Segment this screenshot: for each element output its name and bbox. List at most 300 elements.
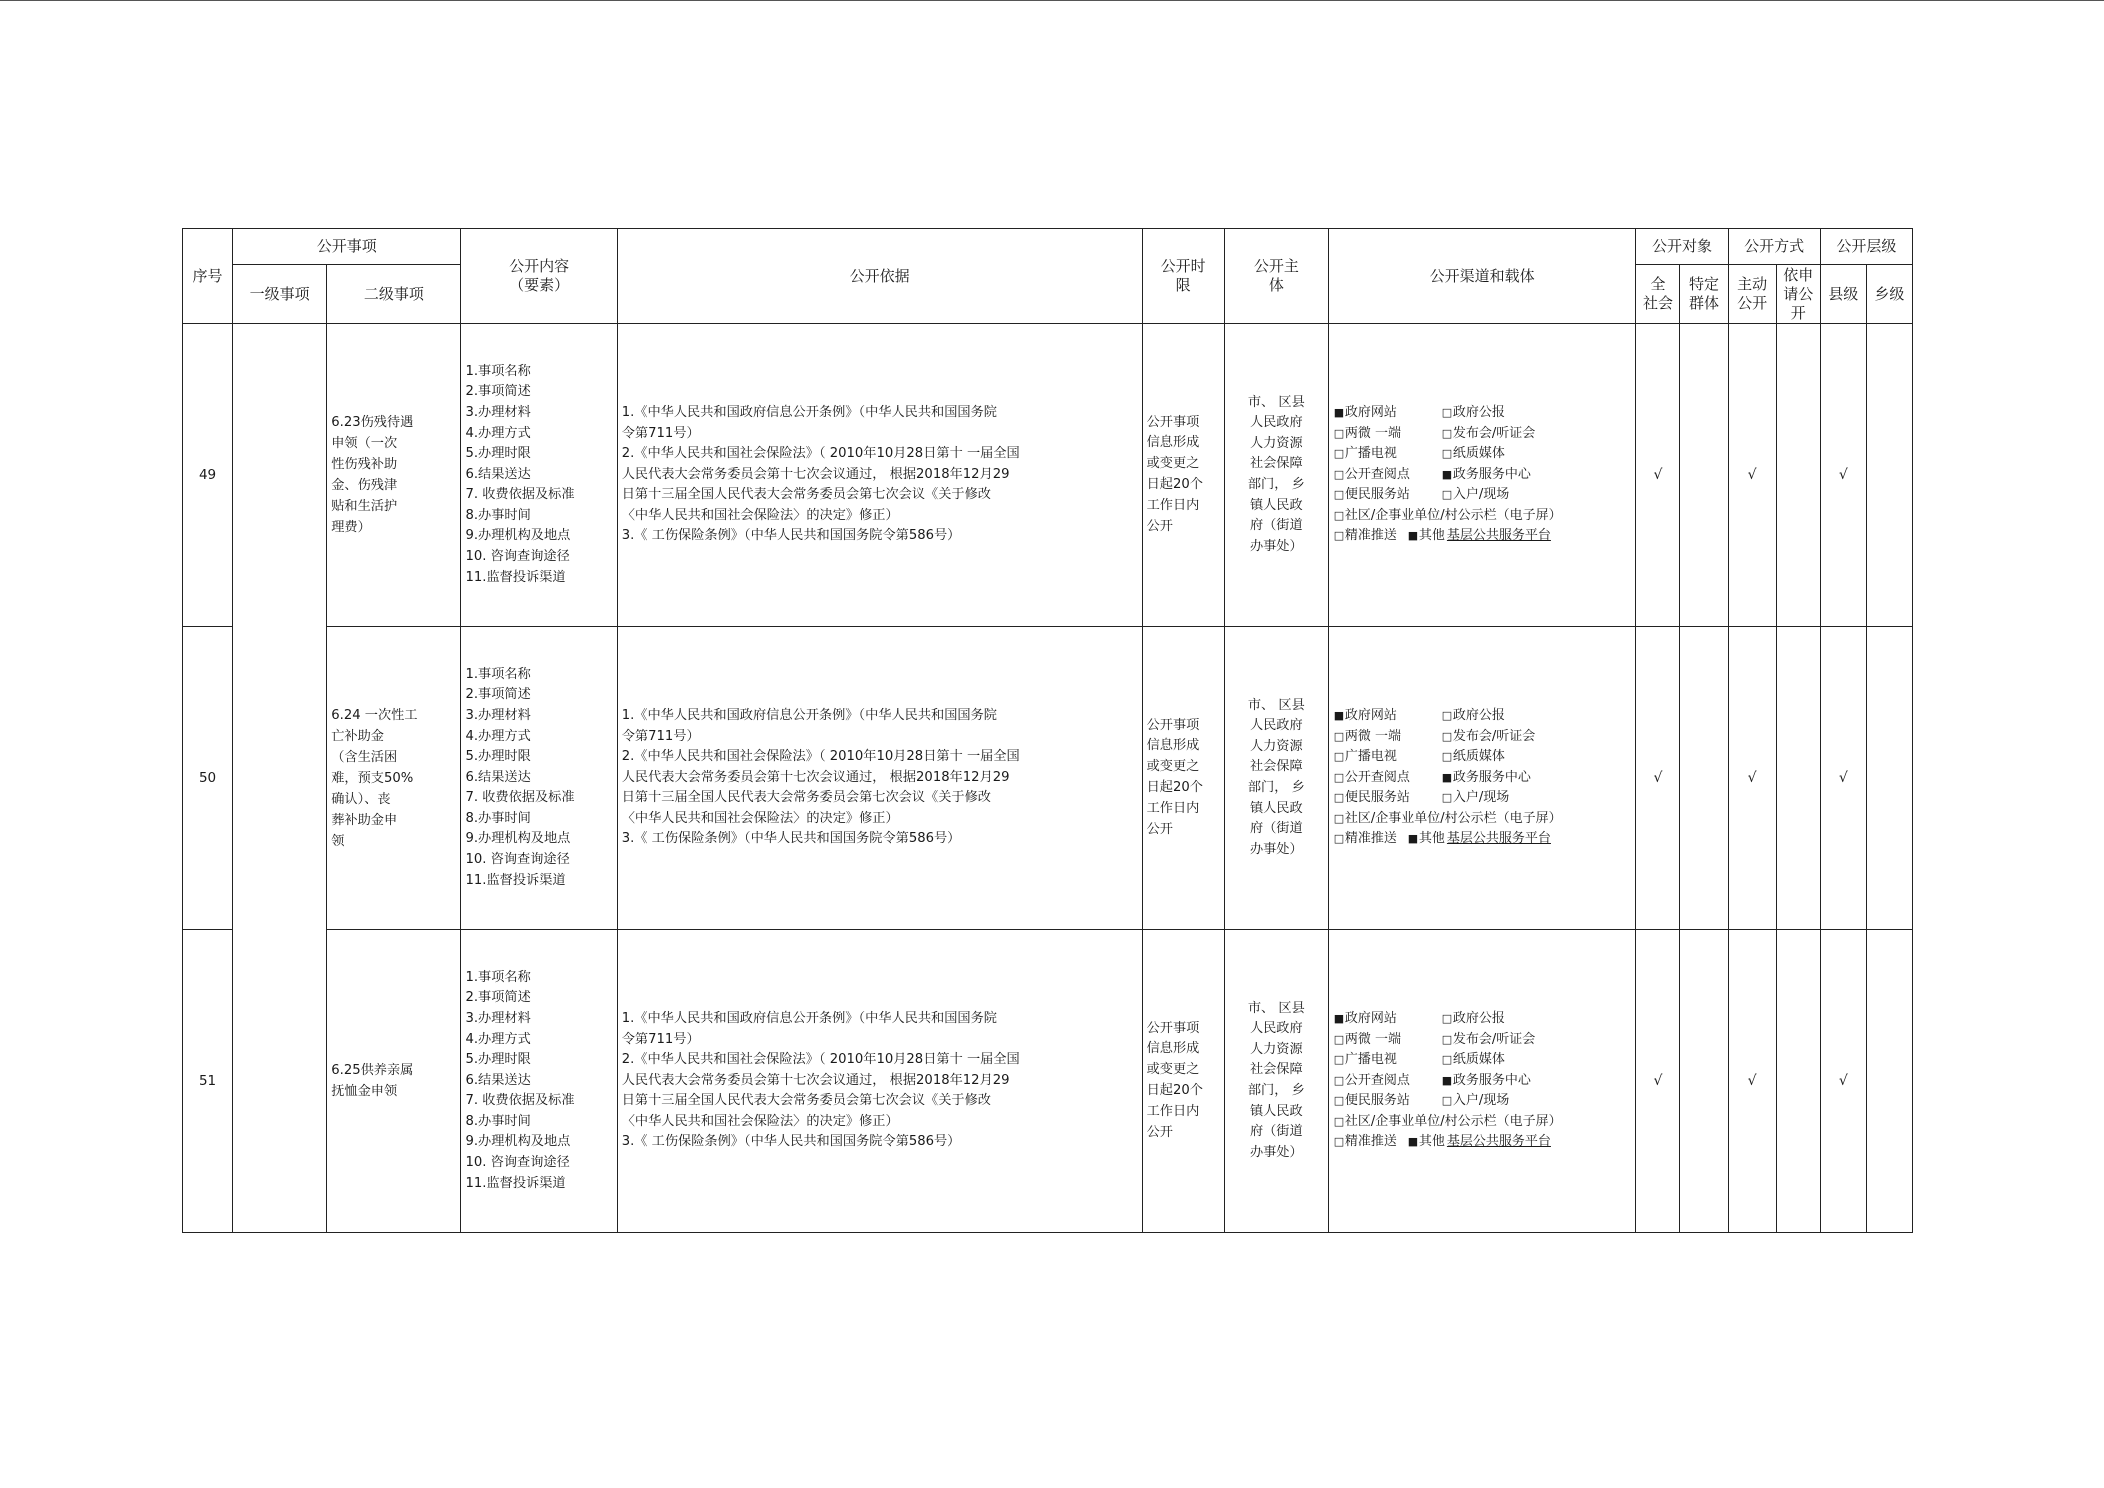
mode-active-cell: √ [1728, 930, 1776, 1233]
text-line: 1.《中华人民共和国政府信息公开条例》（中华人民共和国国务院 [621, 404, 997, 420]
text-line: 贴和生活护 [331, 499, 398, 514]
text-line: 令第711号） [621, 425, 700, 441]
text-line: 人民代表大会常务委员会第十七次会议通过， 根据2018年12月29 [621, 1072, 1010, 1088]
checked-box-icon: ■ [1333, 405, 1345, 419]
mode-active-cell: √ [1728, 324, 1776, 627]
text-line: 4.办理方式 [465, 728, 531, 744]
unchecked-box-icon: □ [1333, 529, 1345, 543]
table-row [183, 324, 1913, 627]
channel-line [1333, 768, 1632, 789]
text-line: 镇人民政 [1249, 800, 1303, 816]
unchecked-box-icon: □ [1333, 729, 1345, 743]
channel-label: 两微 一端 [1344, 1031, 1402, 1047]
channel-option [1333, 729, 1401, 744]
checked-box-icon: ■ [1441, 770, 1453, 784]
level2-text [331, 705, 452, 852]
subject-cell [1224, 930, 1328, 1233]
channel-option [1333, 487, 1410, 502]
channel-line [1333, 809, 1632, 830]
text-line: 部门， 乡 [1247, 1083, 1305, 1098]
content-cell [461, 324, 617, 627]
text-line: 人民政府 [1249, 1021, 1303, 1037]
text-line: 9.办理机构及地点 [465, 528, 571, 544]
checked-box-icon: ■ [1333, 1011, 1345, 1025]
text-line: （要素） [509, 276, 570, 294]
text-line: 2.《中华人民共和国社会保险法》（ 2010年10月28日第十 一届全国 [621, 446, 1020, 462]
text-line: 办事处） [1249, 538, 1303, 554]
text-line: 日第十三届全国人民代表大会常务委员会第七次会议《关于修改 [621, 487, 991, 503]
level-county-cell: √ [1820, 627, 1866, 930]
text-line: 2.事项简述 [465, 990, 531, 1006]
text-line: 3.办理材料 [465, 404, 531, 420]
channel-option [1333, 1052, 1397, 1067]
text-line: 特定 [1689, 275, 1720, 293]
channel-line [1333, 403, 1632, 424]
text-line: 8.办事时间 [465, 1113, 531, 1129]
text-line: 工作日内 [1146, 800, 1200, 816]
text-line: 公开内容 [509, 257, 570, 275]
channel-cell [1328, 627, 1636, 930]
text-line: 6.结果送达 [465, 769, 531, 785]
channel-label: 社区/企事业单位/村公示栏（电子屏） [1344, 507, 1562, 523]
header-mode-group: 公开方式 [1728, 229, 1820, 265]
text-line: 市、 区县 [1247, 1000, 1305, 1016]
target-all-cell: √ [1636, 627, 1680, 930]
channel-label: 广播电视 [1344, 1052, 1397, 1068]
text-line: 请公 [1783, 284, 1814, 303]
header-items-group: 公开事项 [233, 229, 461, 265]
subject-cell [1224, 324, 1328, 627]
unchecked-box-icon: □ [1333, 447, 1345, 461]
unchecked-box-icon: □ [1441, 1094, 1453, 1108]
level-township-cell [1866, 627, 1912, 930]
channel-option [1441, 727, 1535, 748]
channel-line [1333, 424, 1632, 445]
text-line: 日起20个 [1146, 780, 1203, 795]
header-level-county: 县级 [1820, 265, 1866, 324]
text-line: 难，预支50% [331, 770, 414, 786]
text-line: 开 [1790, 303, 1806, 322]
mode-active-cell: √ [1728, 627, 1776, 930]
mode-apply-cell [1776, 930, 1820, 1233]
unchecked-box-icon: □ [1441, 1032, 1453, 1046]
text-line: 确认）、丧 [331, 791, 391, 807]
text-line: 2.《中华人民共和国社会保险法》（ 2010年10月28日第十 一届全国 [621, 1052, 1020, 1068]
text-line: 社会 [1642, 294, 1673, 312]
header-level-group: 公开层级 [1820, 229, 1912, 265]
checked-box-icon: ■ [1407, 1135, 1419, 1149]
text-line: 工作日内 [1146, 497, 1200, 513]
channel-option [1441, 465, 1531, 486]
channel-label: 其他 [1418, 831, 1445, 847]
channel-option [1333, 1011, 1397, 1026]
unchecked-box-icon: □ [1441, 1011, 1453, 1025]
text-line: 10. 咨询查询途径 [465, 549, 570, 565]
text-line: 5.办理时限 [465, 1052, 531, 1068]
channel-option [1333, 1114, 1562, 1129]
channel-line [1333, 1071, 1632, 1092]
text-line: 〈中华人民共和国社会保险法〉的决定》修正） [621, 507, 899, 523]
row-seq: 51 [183, 930, 233, 1233]
channel-label: 两微 一端 [1344, 425, 1402, 441]
channel-label: 纸质媒体 [1452, 446, 1505, 462]
unchecked-box-icon: □ [1333, 832, 1345, 846]
text-line: 体 [1268, 276, 1284, 294]
channel-option [1407, 829, 1551, 850]
text-line: 镇人民政 [1249, 1103, 1303, 1119]
channel-option [1333, 1093, 1410, 1108]
channel-line [1333, 1050, 1632, 1071]
checked-box-icon: ■ [1441, 467, 1453, 481]
text-line: 限 [1175, 276, 1191, 294]
text-line: 部门， 乡 [1247, 780, 1305, 795]
channel-label: 社区/企事业单位/村公示栏（电子屏） [1344, 1113, 1562, 1129]
channel-label: 精准推送 [1344, 831, 1397, 847]
channel-line [1333, 506, 1632, 527]
header-target-group: 公开对象 [1636, 229, 1728, 265]
text-line: 镇人民政 [1249, 497, 1303, 513]
header-mode-active [1728, 265, 1776, 324]
subject-cell [1224, 627, 1328, 930]
channel-label: 其他 [1418, 528, 1445, 544]
text-line: 11.监督投诉渠道 [465, 569, 566, 585]
text-line: 人民政府 [1249, 718, 1303, 734]
channel-option [1333, 1134, 1397, 1149]
text-line: 公开主 [1253, 257, 1299, 275]
channel-label: 公开查阅点 [1344, 769, 1410, 785]
channel-line [1333, 747, 1632, 768]
unchecked-box-icon: □ [1333, 1094, 1345, 1108]
text-line: 群体 [1689, 294, 1720, 312]
basis-cell [617, 930, 1142, 1233]
unchecked-box-icon: □ [1333, 811, 1345, 825]
text-line: 2.《中华人民共和国社会保险法》（ 2010年10月28日第十 一届全国 [621, 749, 1020, 765]
checked-box-icon: ■ [1441, 1073, 1453, 1087]
row-seq: 50 [183, 627, 233, 930]
text-line: 人民政府 [1249, 415, 1303, 431]
text-line: 公开事项 [1146, 717, 1200, 733]
level2-cell [327, 627, 461, 930]
text-line: 3.《 工伤保险条例》（中华人民共和国国务院令第586号） [621, 1134, 961, 1150]
text-line: 8.办事时间 [465, 810, 531, 826]
text-line: 工作日内 [1146, 1103, 1200, 1119]
text-line: 或变更之 [1146, 759, 1200, 775]
unchecked-box-icon: □ [1441, 447, 1453, 461]
channel-line [1333, 1132, 1632, 1153]
text-line: 信息形成 [1146, 738, 1200, 754]
basis-cell [617, 324, 1142, 627]
channel-line [1333, 465, 1632, 486]
text-line: 亡补助金 [331, 728, 384, 744]
text-line: 10. 咨询查询途径 [465, 852, 570, 868]
channel-line [1333, 706, 1632, 727]
text-line: 3.《 工伤保险条例》（中华人民共和国国务院令第586号） [621, 528, 961, 544]
text-line: 性伤残补助 [331, 457, 398, 472]
unchecked-box-icon: □ [1333, 1053, 1345, 1067]
header-channel: 公开渠道和载体 [1328, 229, 1636, 324]
channel-option [1333, 446, 1397, 461]
text-line: 社会保障 [1249, 456, 1303, 472]
channel-label: 公开查阅点 [1344, 466, 1410, 482]
text-line: 理费） [331, 520, 371, 535]
unchecked-box-icon: □ [1333, 1032, 1345, 1046]
unchecked-box-icon: □ [1333, 791, 1345, 805]
channel-option [1407, 526, 1551, 547]
channel-option [1333, 708, 1397, 723]
channel-option [1441, 788, 1509, 809]
checked-box-icon: ■ [1333, 708, 1345, 722]
text-line: 申领（一次 [331, 436, 398, 451]
text-line: 依申 [1783, 265, 1814, 284]
text-line: 3.办理材料 [465, 1010, 531, 1026]
text-line: 府（街道 [1249, 821, 1303, 837]
text-line: 10. 咨询查询途径 [465, 1155, 570, 1171]
channel-cell [1328, 930, 1636, 1233]
text-line: 令第711号） [621, 728, 700, 744]
unchecked-box-icon: □ [1441, 488, 1453, 502]
channel-line [1333, 1091, 1632, 1112]
channel-label: 广播电视 [1344, 446, 1397, 462]
channel-label: 纸质媒体 [1452, 749, 1505, 765]
text-line: 公开 [1146, 821, 1173, 837]
text-line: 市、 区县 [1247, 697, 1305, 713]
level1-cell [233, 324, 327, 1233]
channel-cell [1328, 324, 1636, 627]
text-line: 6.结果送达 [465, 1072, 531, 1088]
unchecked-box-icon: □ [1441, 708, 1453, 722]
target-all-cell: √ [1636, 930, 1680, 1233]
text-line: 领 [331, 833, 345, 849]
text-line: 或变更之 [1146, 456, 1200, 472]
channel-option [1333, 1073, 1410, 1088]
channel-line [1333, 829, 1632, 850]
text-line: 1.《中华人民共和国政府信息公开条例》（中华人民共和国国务院 [621, 1010, 997, 1026]
text-line: 金、伤残津 [331, 478, 398, 493]
header-time-limit [1142, 229, 1224, 324]
row-seq: 49 [183, 324, 233, 627]
channel-option [1333, 831, 1397, 846]
channel-option [1333, 405, 1397, 420]
text-line: 抚恤金申领 [331, 1084, 398, 1099]
channel-label: 政府公报 [1452, 1010, 1505, 1026]
text-line: 公开 [1737, 294, 1768, 312]
channel-option [1333, 790, 1410, 805]
header-basis: 公开依据 [617, 229, 1142, 324]
text-line: 6.结果送达 [465, 466, 531, 482]
channel-label: 发布会/听证会 [1452, 728, 1536, 744]
channel-other-value: 基层公共服务平台 [1446, 1134, 1551, 1150]
unchecked-box-icon: □ [1333, 508, 1345, 522]
channel-label: 其他 [1418, 1134, 1445, 1150]
disclosure-table [182, 228, 1913, 1233]
text-line: 7. 收费依据及标准 [465, 1093, 575, 1109]
channel-option [1441, 1030, 1535, 1051]
content-cell [461, 627, 617, 930]
text-line: 信息形成 [1146, 435, 1200, 451]
channel-option [1441, 1050, 1505, 1071]
text-line: 葬补助金申 [331, 812, 398, 828]
text-line: 人民代表大会常务委员会第十七次会议通过， 根据2018年12月29 [621, 769, 1010, 785]
level-county-cell: √ [1820, 930, 1866, 1233]
level2-cell [327, 930, 461, 1233]
unchecked-box-icon: □ [1333, 750, 1345, 764]
level-county-cell: √ [1820, 324, 1866, 627]
channel-label: 入户/现场 [1452, 487, 1510, 503]
channel-label: 便民服务站 [1344, 1093, 1410, 1109]
channel-line [1333, 1030, 1632, 1051]
text-line: 公开 [1146, 518, 1173, 534]
text-line: 人民代表大会常务委员会第十七次会议通过， 根据2018年12月29 [621, 466, 1010, 482]
checked-box-icon: ■ [1407, 832, 1419, 846]
text-line: 办事处） [1249, 1144, 1303, 1160]
channel-label: 入户/现场 [1452, 790, 1510, 806]
channel-other-value: 基层公共服务平台 [1446, 831, 1551, 847]
level2-text [331, 1060, 452, 1102]
unchecked-box-icon: □ [1333, 467, 1345, 481]
channel-label: 公开查阅点 [1344, 1072, 1410, 1088]
text-line: 1.事项名称 [465, 666, 531, 682]
channel-label: 发布会/听证会 [1452, 1031, 1536, 1047]
text-line: 11.监督投诉渠道 [465, 872, 566, 888]
level-township-cell [1866, 324, 1912, 627]
unchecked-box-icon: □ [1441, 1053, 1453, 1067]
target-specific-cell [1680, 930, 1728, 1233]
header-level2: 二级事项 [327, 265, 461, 324]
channel-label: 发布会/听证会 [1452, 425, 1536, 441]
text-line: 办事处） [1249, 841, 1303, 857]
text-line: 11.监督投诉渠道 [465, 1175, 566, 1191]
channel-label: 政府网站 [1344, 1010, 1397, 1026]
text-line: 公开时 [1160, 257, 1206, 275]
text-line: 人力资源 [1249, 435, 1303, 451]
channel-option [1333, 528, 1397, 543]
channel-label: 政务服务中心 [1452, 769, 1531, 785]
text-line: 人力资源 [1249, 1041, 1303, 1057]
text-line: 府（街道 [1249, 1124, 1303, 1140]
text-line: 6.24 一次性工 [331, 707, 418, 723]
unchecked-box-icon: □ [1441, 405, 1453, 419]
text-line: 社会保障 [1249, 1062, 1303, 1078]
text-line: 全 [1650, 275, 1666, 293]
channel-line [1333, 485, 1632, 506]
header-seq: 序号 [183, 229, 233, 324]
channel-option [1333, 749, 1397, 764]
channel-label: 政府网站 [1344, 707, 1397, 723]
channel-other-value: 基层公共服务平台 [1446, 528, 1551, 544]
unchecked-box-icon: □ [1333, 426, 1345, 440]
unchecked-box-icon: □ [1441, 729, 1453, 743]
channel-label: 纸质媒体 [1452, 1052, 1505, 1068]
channel-label: 入户/现场 [1452, 1093, 1510, 1109]
channel-option [1441, 485, 1509, 506]
table-row [183, 627, 1913, 930]
channel-option [1441, 403, 1505, 424]
text-line: 3.办理材料 [465, 707, 531, 723]
text-line: 日起20个 [1146, 477, 1203, 492]
text-line: 6.23伤残待遇 [331, 415, 414, 430]
text-line: 社会保障 [1249, 759, 1303, 775]
text-line: 5.办理时限 [465, 446, 531, 462]
text-line: 日起20个 [1146, 1083, 1203, 1098]
text-line: 公开 [1146, 1124, 1173, 1140]
channel-line [1333, 526, 1632, 547]
mode-apply-cell [1776, 627, 1820, 930]
text-line: 4.办理方式 [465, 1031, 531, 1047]
channel-option [1441, 424, 1535, 445]
time-limit-cell [1142, 930, 1224, 1233]
text-line: 人力资源 [1249, 738, 1303, 754]
channel-option [1441, 706, 1505, 727]
level2-text [331, 412, 452, 538]
content-cell [461, 930, 617, 1233]
channel-label: 便民服务站 [1344, 487, 1410, 503]
channel-option [1333, 426, 1401, 441]
basis-cell [617, 627, 1142, 930]
text-line: 1.事项名称 [465, 969, 531, 985]
header-level-township: 乡级 [1866, 265, 1912, 324]
channel-label: 政府网站 [1344, 404, 1397, 420]
unchecked-box-icon: □ [1441, 750, 1453, 764]
unchecked-box-icon: □ [1333, 1114, 1345, 1128]
header-level1: 一级事项 [233, 265, 327, 324]
channel-label: 精准推送 [1344, 528, 1397, 544]
channel-label: 两微 一端 [1344, 728, 1402, 744]
unchecked-box-icon: □ [1333, 488, 1345, 502]
header-subject [1224, 229, 1328, 324]
header-target-all [1636, 265, 1680, 324]
channel-line [1333, 1112, 1632, 1133]
text-line: 1.《中华人民共和国政府信息公开条例》（中华人民共和国国务院 [621, 707, 997, 723]
channel-line [1333, 727, 1632, 748]
channel-line [1333, 1009, 1632, 1030]
text-line: 7. 收费依据及标准 [465, 790, 575, 806]
text-line: 府（街道 [1249, 518, 1303, 534]
channel-option [1407, 1132, 1551, 1153]
channel-label: 政务服务中心 [1452, 1072, 1531, 1088]
channel-option [1333, 770, 1410, 785]
target-all-cell: √ [1636, 324, 1680, 627]
channel-option [1441, 1009, 1505, 1030]
text-line: 9.办理机构及地点 [465, 831, 571, 847]
text-line: 公开事项 [1146, 1020, 1200, 1036]
text-line: 3.《 工伤保险条例》（中华人民共和国国务院令第586号） [621, 831, 961, 847]
text-line: 或变更之 [1146, 1062, 1200, 1078]
channel-option [1333, 508, 1562, 523]
level-township-cell [1866, 930, 1912, 1233]
channel-option [1333, 1032, 1401, 1047]
header-content [461, 229, 617, 324]
channel-label: 广播电视 [1344, 749, 1397, 765]
text-line: 2.事项简述 [465, 384, 531, 400]
checked-box-icon: ■ [1407, 529, 1419, 543]
channel-label: 精准推送 [1344, 1134, 1397, 1150]
text-line: 〈中华人民共和国社会保险法〉的决定》修正） [621, 810, 899, 826]
text-line: 2.事项简述 [465, 687, 531, 703]
text-line: 令第711号） [621, 1031, 700, 1047]
text-line: 1.事项名称 [465, 363, 531, 379]
header-row-top [183, 229, 1913, 265]
text-line: 7. 收费依据及标准 [465, 487, 575, 503]
channel-option [1441, 1091, 1509, 1112]
channel-label: 政府公报 [1452, 404, 1505, 420]
channel-option [1441, 1071, 1531, 1092]
table-row [183, 930, 1913, 1233]
target-specific-cell [1680, 627, 1728, 930]
text-line: 日第十三届全国人民代表大会常务委员会第七次会议《关于修改 [621, 1093, 991, 1109]
text-line: 6.25供养亲属 [331, 1063, 414, 1078]
text-line: 部门， 乡 [1247, 477, 1305, 492]
text-line: 公开事项 [1146, 414, 1200, 430]
